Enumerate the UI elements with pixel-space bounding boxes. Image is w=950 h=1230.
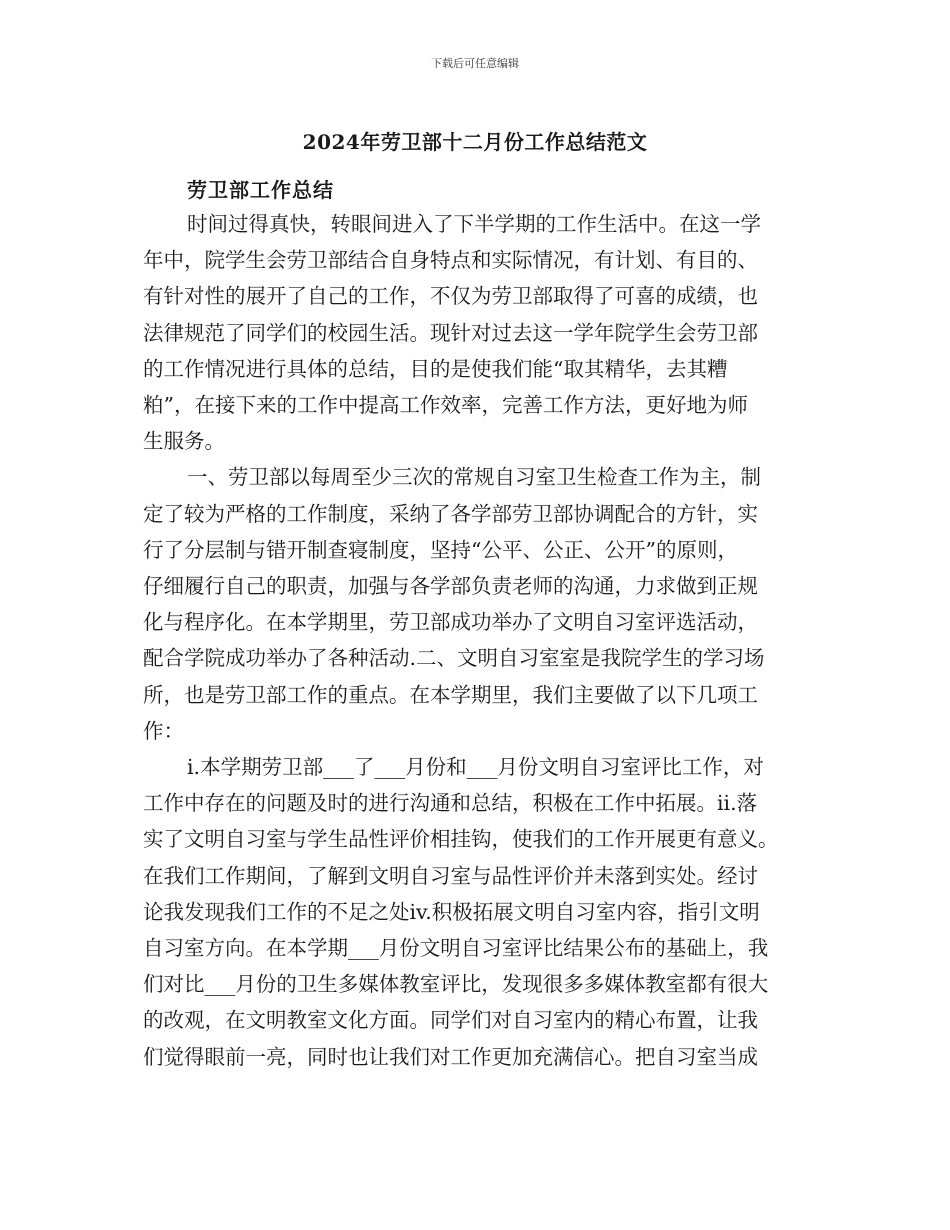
paragraph-line: 年中，院学生会劳卫部结合自身特点和实际情况，有计划、有目的、 — [143, 248, 758, 273]
document-title: 2024年劳卫部十二月份工作总结范文 — [302, 130, 648, 154]
paragraph-line: 法律规范了同学们的校园生活。现针对过去这一学年院学生会劳卫部 — [143, 320, 758, 345]
paragraph-line: i.本学期劳卫部___了___月份和___月份文明自习室评比工作，对 — [187, 755, 764, 779]
paragraph-line: 粕”，在接下来的工作中提高工作效率，完善工作方法，更好地为师 — [143, 393, 748, 417]
paragraph-line: 时间过得真快，转眼间进入了下半学期的工作生活中。在这一学 — [187, 212, 761, 236]
paragraph-line: 们对比___月份的卫生多媒体教室评比，发现很多多媒体教室都有很大 — [143, 972, 769, 997]
paragraph-line: 在我们工作期间，了解到文明自习室与品性评价并未落到实处。经讨 — [143, 863, 758, 888]
paragraph-line: 配合学院成功举办了各种活动.二、文明自习室室是我院学生的学习场 — [143, 646, 765, 671]
paragraph-line: 定了较为严格的工作制度，采纳了各学部劳卫部协调配合的方针，实 — [143, 501, 758, 526]
paragraph-line: 一、劳卫部以每周至少三次的常规自习室卫生检查工作为主，制 — [187, 465, 761, 490]
page-header-note: 下载后可任意编辑 — [431, 57, 519, 70]
section-heading: 劳卫部工作总结 — [187, 178, 334, 202]
paragraph-line: 化与程序化。在本学期里，劳卫部成功举办了文明自习室评选活动， — [143, 610, 758, 635]
paragraph-line: 自习室方向。在本学期___月份文明自习室评比结果公布的基础上，我 — [143, 936, 769, 960]
paragraph-line: 生服务。 — [143, 429, 225, 454]
paragraph-line: 工作中存在的问题及时的进行沟通和总结，积极在工作中拓展。ii.落 — [143, 791, 758, 816]
paragraph-line: 实了文明自习室与学生品性评价相挂钩，使我们的工作开展更有意义。 — [143, 827, 779, 852]
paragraph-line: 仔细履行自己的职责，加强与各学部负责老师的沟通，力求做到正规 — [143, 574, 758, 598]
paragraph-line: 行了分层制与错开制查寝制度，坚持“公平、公正、公开”的原则， — [143, 537, 738, 562]
paragraph-line: 作： — [143, 718, 184, 743]
paragraph-line: 的工作情况进行具体的总结，目的是使我们能“取其精华，去其糟 — [143, 356, 728, 381]
paragraph-line: 们觉得眼前一亮，同时也让我们对工作更加充满信心。把自习室当成 — [143, 1044, 758, 1069]
paragraph-line: 有针对性的展开了自己的工作，不仅为劳卫部取得了可喜的成绩，也 — [143, 284, 758, 309]
paragraph-line: 论我发现我们工作的不足之处iv.积极拓展文明自习室内容，指引文明 — [143, 899, 760, 924]
paragraph-line: 所，也是劳卫部工作的重点。在本学期里，我们主要做了以下几项工 — [143, 682, 758, 707]
paragraph-line: 的改观，在文明教室文化方面。同学们对自习室内的精心布置，让我 — [143, 1008, 758, 1033]
